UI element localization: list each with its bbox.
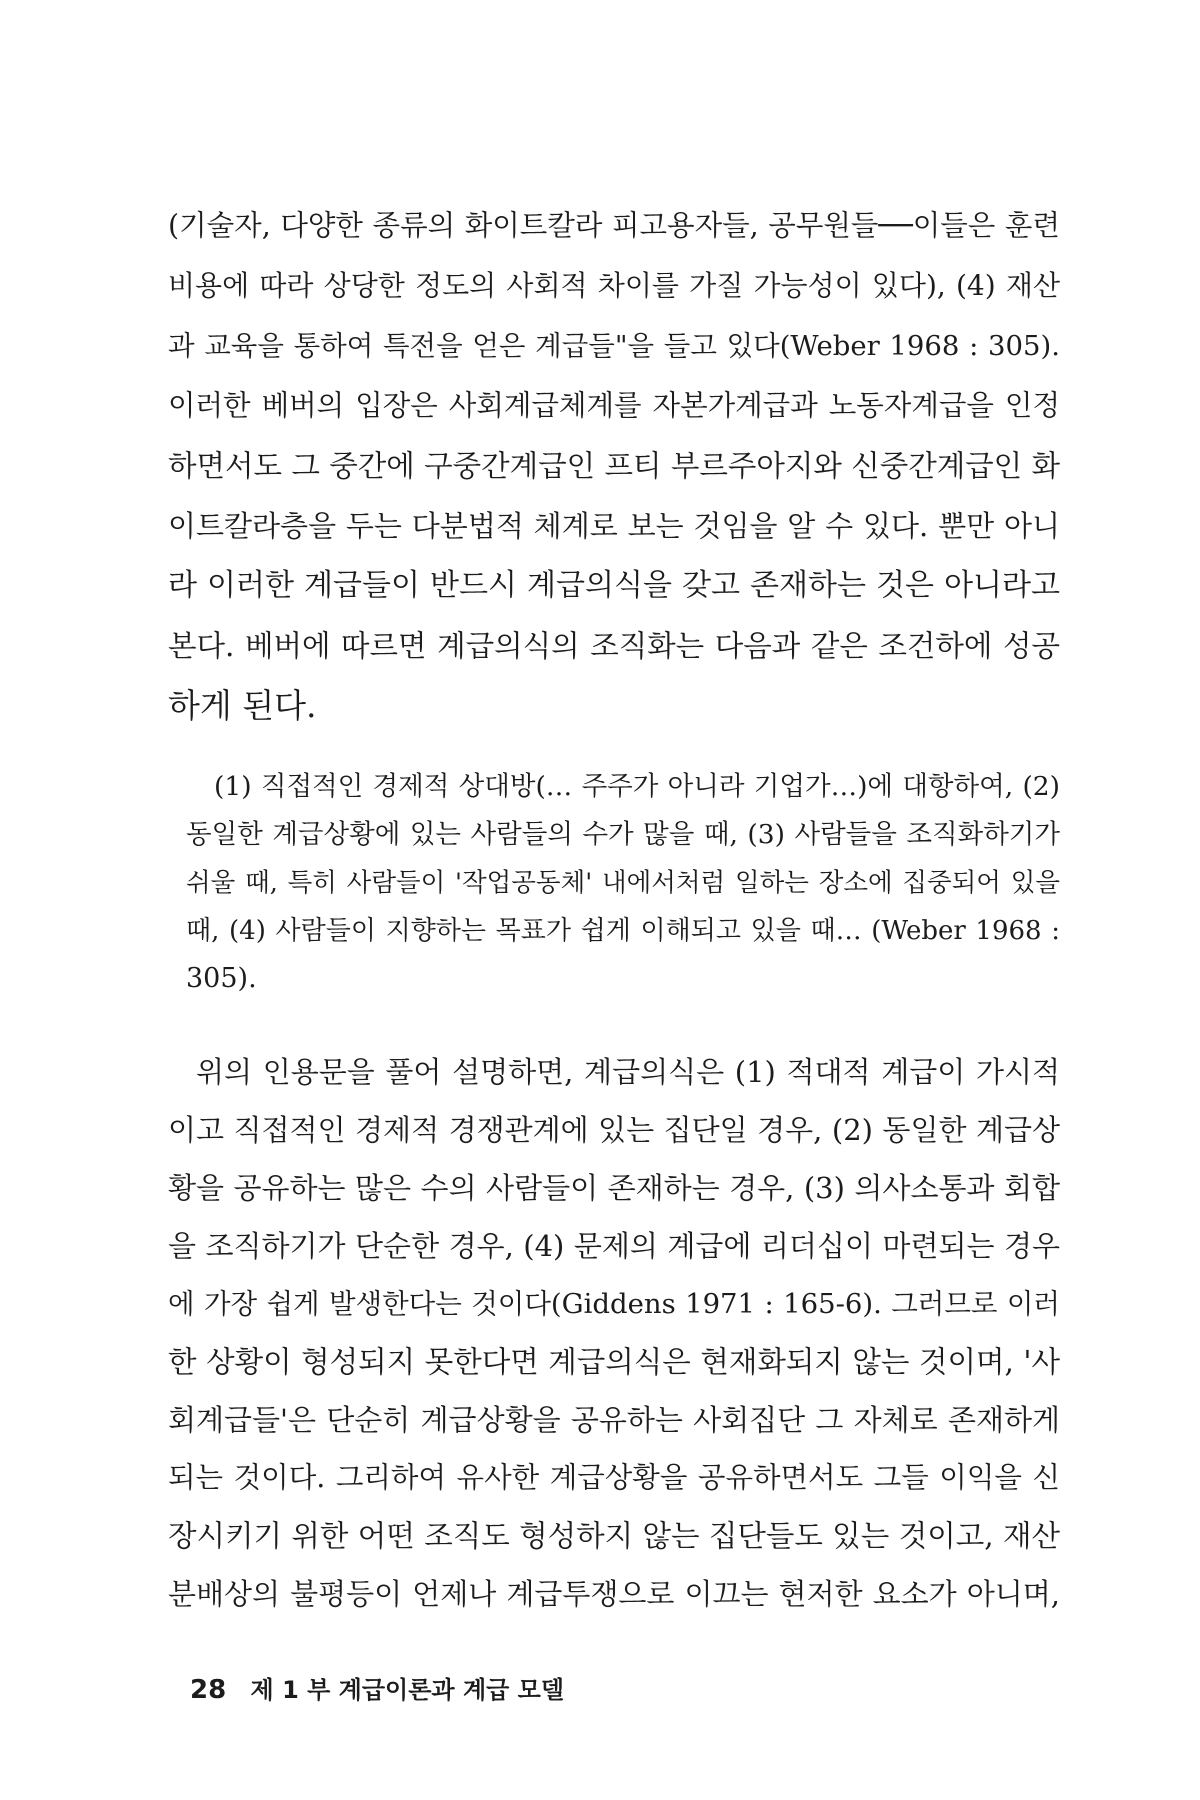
- quote-line: 때, (4) 사람들이 지향하는 목표가 쉽게 이해되고 있을 때… (Weber 1968 :: [186, 916, 1060, 946]
- text-line: 하게 된다.: [168, 686, 317, 725]
- page-number: 28: [190, 1675, 227, 1705]
- text-line: 이러한 베버의 입장은 사회계급체계를 자본가계급과 노동자계급을 인정: [168, 389, 1060, 422]
- quote-line: (1) 직접적인 경제적 상대방(… 주주가 아니라 기업가…)에 대항하여, (2): [214, 771, 1060, 802]
- text-line: 장시키기 위한 어떤 조직도 형성하지 않는 집단들도 있는 것이고, 재산: [168, 1519, 1060, 1553]
- text-line: 황을 공유하는 많은 수의 사람들이 존재하는 경우, (3) 의사소통과 회합: [168, 1171, 1060, 1205]
- text-line: 을 조직하기가 단순한 경우, (4) 문제의 계급에 리더십이 마련되는 경우: [168, 1229, 1060, 1263]
- text-line: 이고 직접적인 경제적 경쟁관계에 있는 집단일 경우, (2) 동일한 계급상: [168, 1113, 1060, 1147]
- text-line: 이트칼라층을 두는 다분법적 체계로 보는 것임을 알 수 있다. 뿐만 아니: [168, 509, 1060, 543]
- text-line: 위의 인용문을 풀어 설명하면, 계급의식은 (1) 적대적 계급이 가시적: [196, 1055, 1060, 1089]
- text-line: 에 가장 쉽게 발생한다는 것이다(Giddens 1971 : 165-6). 그러므로 이러: [168, 1288, 1060, 1320]
- text-line: 되는 것이다. 그리하여 유사한 계급상황을 공유하면서도 그들 이익을 신: [168, 1461, 1060, 1494]
- text-line: 회계급들'은 단순히 계급상황을 공유하는 사회집단 그 자체로 존재하게: [168, 1403, 1060, 1437]
- text-line: 분배상의 불평등이 언제나 계급투쟁으로 이끄는 현저한 요소가 아니며,: [168, 1577, 1060, 1611]
- quote-line: 305).: [186, 963, 257, 994]
- text-line: 비용에 따라 상당한 정도의 사회적 차이를 가질 가능성이 있다), (4) 재산: [168, 269, 1060, 302]
- text-line: 라 이러한 계급들이 반드시 계급의식을 갖고 존재하는 것은 아니라고: [168, 568, 1060, 603]
- section-title: 제 1 부 계급이론과 계급 모델: [250, 1676, 565, 1704]
- quote-line: 동일한 계급상황에 있는 사람들의 수가 많을 때, (3) 사람들을 조직화하기가: [186, 819, 1060, 850]
- text-line: 본다. 베버에 따르면 계급의식의 조직화는 다음과 같은 조건하에 성공: [168, 629, 1060, 663]
- quote-line: 쉬울 때, 특히 사람들이 '작업공동체' 내에서처럼 일하는 장소에 집중되어 있을: [186, 868, 1060, 898]
- page-footer: [190, 1670, 564, 1705]
- text-line: 한 상황이 형성되지 못한다면 계급의식은 현재화되지 않는 것이며, '사: [168, 1345, 1060, 1379]
- text-line: 하면서도 그 중간에 구중간계급인 프티 부르주아지와 신중간계급인 화: [168, 449, 1060, 483]
- text-line: 과 교육을 통하여 특전을 얻은 계급들"을 들고 있다(Weber 1968 : 305).: [168, 330, 1060, 362]
- text-line: (기술자, 다양한 종류의 화이트칼라 피고용자들, 공무원들──이들은 훈련: [168, 209, 1060, 242]
